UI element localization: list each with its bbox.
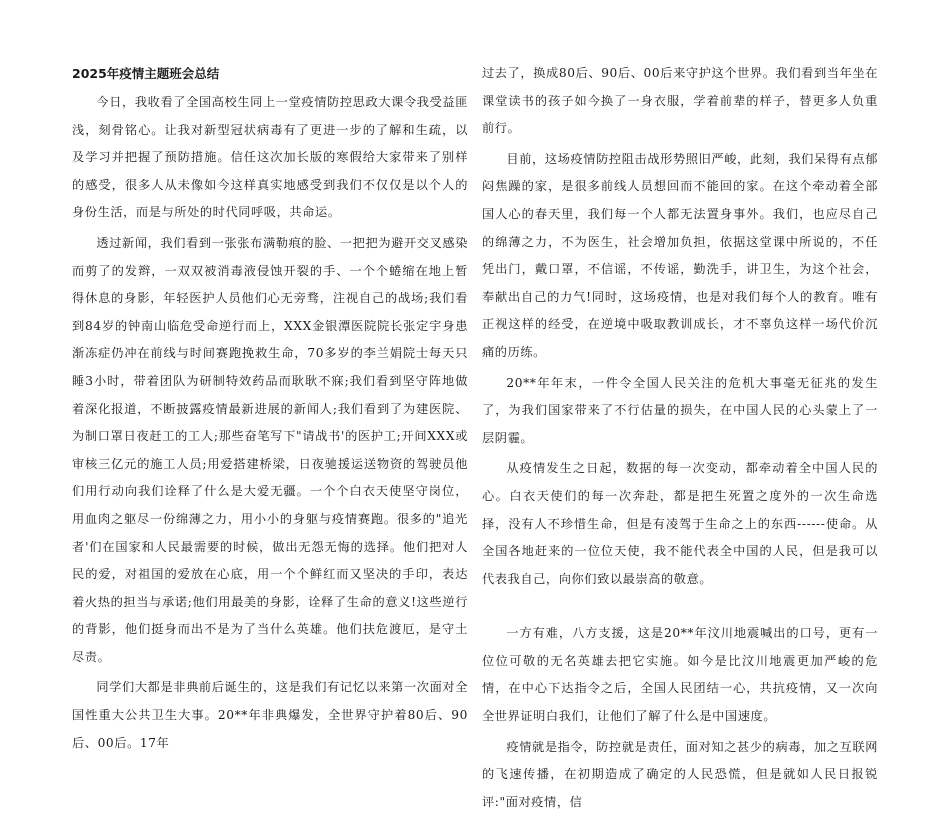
paragraph: 疫情就是指令，防控就是责任，面对知之甚少的病毒，加之互联网的飞速传播，在初期造成了确定的人民恐慌，但是就如人民日报锐评:"面对疫情，信 [482, 739, 878, 809]
document-title: 2025年疫情主题班会总结 [72, 66, 220, 81]
paragraph: 今日，我收看了全国高校生同上一堂疫情防控思政大课令我受益匪浅，刻骨铭心。让我对新型冠状病毒有了更进一步的了解和生疏，以及学习并把握了预防措施。信任这次加长版的寒假给大家带来了别样的感受，很多人从未像如今这样真实地感受到我们不仅仅是以个人的身份生活，而是与所处的时代同呼吸，共命运。 [72, 95, 468, 220]
right-column [482, 60, 878, 809]
paragraph: 目前，这场疫情防控阻击战形势照旧严峻，此刻，我们呆得有点郁闷焦躁的家，是很多前线人员想回而不能回的家。在这个牵动着全部国人心的春天里，我们每一个人都无法置身事外。我们，也应尽自己的绵薄之力，不为医生，社会增加负担，依据这堂课中所说的，不任凭出门，戴口罩，不信谣，不传谣，勤洗手，讲卫生，为这个社会，奉献出自己的力气!同时，这场疫情，也是对我们每个人的教育。唯有正视这样的经受，在逆境中吸取教训成长，才不辜负这样一场代价沉痛的历练。 [482, 151, 878, 359]
paragraph-continued: 过去了，换成80后、90后、00后来守护这个世界。我们看到当年坐在课堂读书的孩子如今换了一身衣服，学着前辈的样子，替更多人负重前行。 [482, 66, 878, 136]
paragraph: 同学们大都是非典前后诞生的，这是我们有记忆以来第一次面对全国性重大公共卫生大事。20**年非典爆发，全世界守护着80后、90后、00后。17年 [72, 680, 468, 750]
blank-line [482, 596, 878, 620]
left-column [72, 60, 468, 750]
paragraph: 透过新闻，我们看到一张张布满勒痕的脸、一把把为避开交叉感染而剪了的发辫，一双双被消毒液侵蚀开裂的手、一个个蜷缩在地上暂得休息的身影，年轻医护人员他们心无旁骛，注视自己的战场;我们看到84岁的钟南山临危受命逆行而上，XXX金银潭医院院长张定宇身患渐冻症仍冲在前线与时间赛跑挽救生命，70多岁的李兰娟院士每天只睡3小时，带着团队为研制特效药品而耿耿不寐;我们看到坚守阵地做着深化报道，不断披露疫情最新进展的新闻人;我们看到了为建医院、为制口罩日夜赶工的工人;那些奋笔写下"请战书'的医护工;开间XXX或审核三亿元的施工人员;用爱搭建桥梁，日夜驰援运送物资的驾驶员他们用行动向我们诠释了什么是大爱无疆。一个个白衣天使坚守岗位，用血肉之躯尽一份绵薄之力，用小小的身躯与疫情赛跑。很多的"追光者'们在国家和人民最需要的时候，做出无怨无悔的选择。他们把对人民的爱，对祖国的爱放在心底，用一个个鲜红而又坚决的手印，表达着火热的担当与承诺;他们用最美的身影，诠释了生命的意义!这些逆行的背影，他们挺身而出不是为了当什么英雄。他们扶危渡厄，是守土尽责。 [72, 235, 468, 664]
paragraph: 20**年年末，一件令全国人民关注的危机大事毫无征兆的发生了，为我们国家带来了不行估量的损失，在中国人民的心头蒙上了一层阴霾。 [482, 375, 878, 445]
paragraph: 一方有难，八方支援，这是20**年汶川地震喊出的口号，更有一位位可敬的无名英雄去把它实施。如今是比汶川地震更加严峻的危情，在中心下达指令之后，全国人民团结一心，共抗疫情，又一次向全世界证明白我们，让他们了解了什么是中国速度。 [482, 626, 878, 724]
paragraph: 从疫情发生之日起，数据的每一次变动，都牵动着全中国人民的心。白衣天使们的每一次奔赴，都是把生死置之度外的一次生命选择，没有人不珍惜生命，但是有凌驾于生命之上的东西------使命。从全国各地赶来的一位位天使，我不能代表全中国的人民，但是我可以代表我自己，向你们致以最崇高的敬意。 [482, 461, 878, 586]
